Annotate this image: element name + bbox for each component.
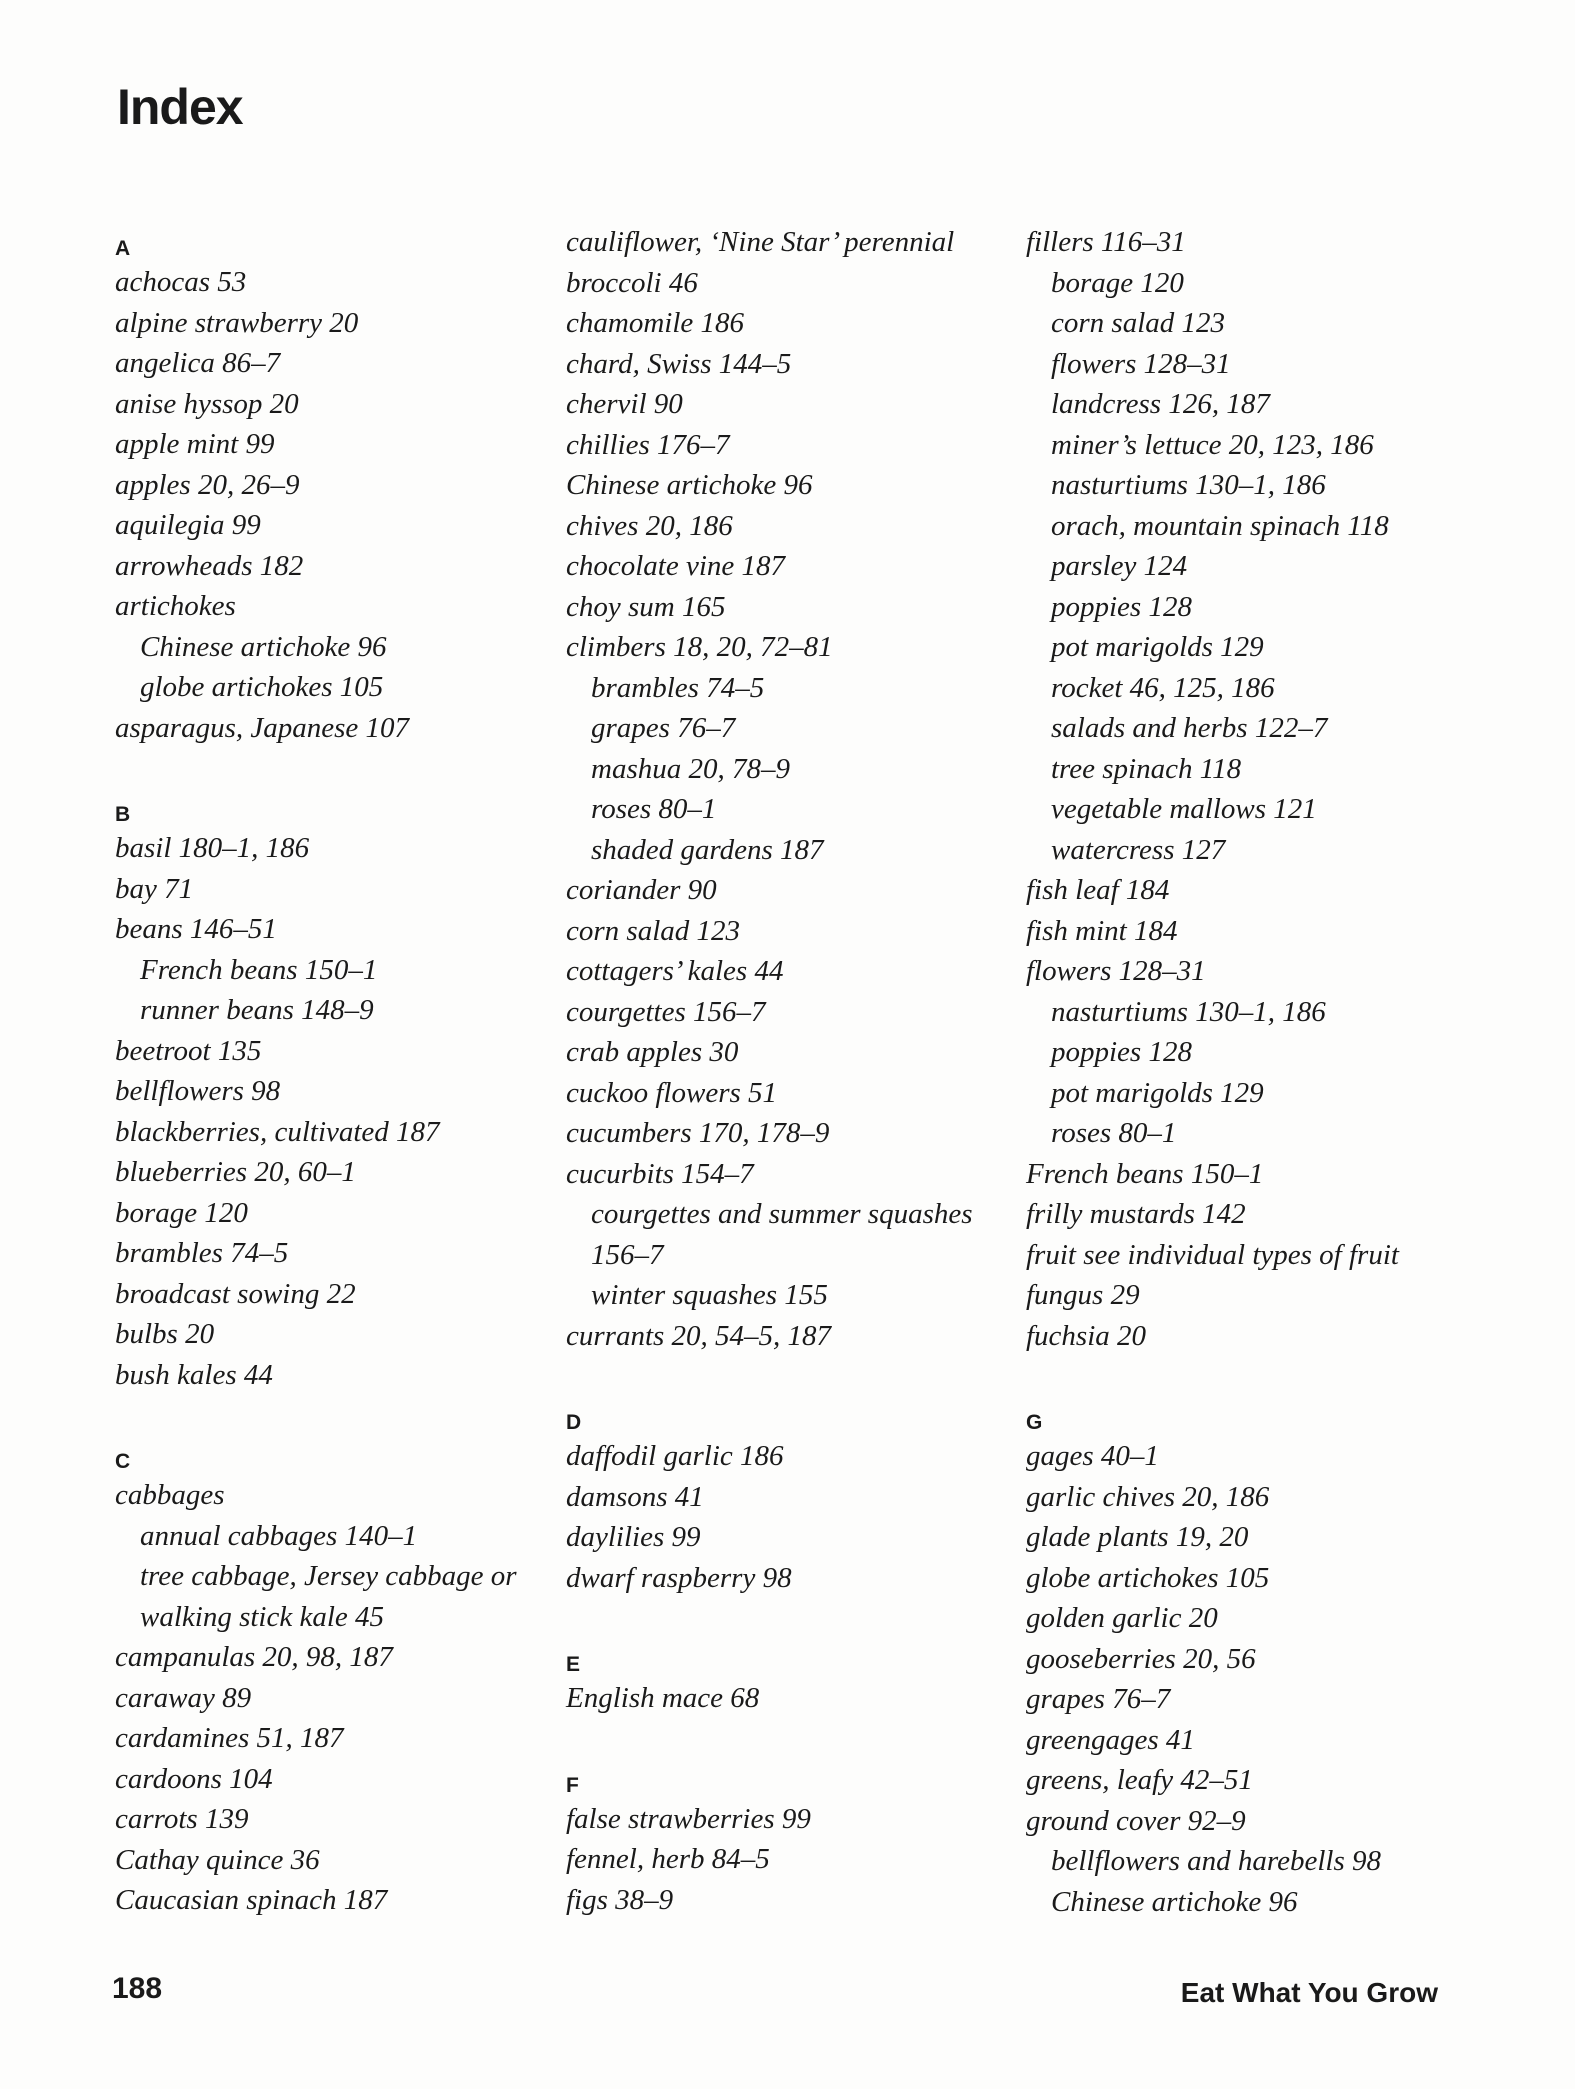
index-subentry: borage 120 bbox=[1051, 266, 1184, 299]
index-subentry: courgettes and summer squashes bbox=[591, 1198, 973, 1230]
index-entry: campanulas 20, 98, 187 bbox=[115, 1641, 393, 1673]
index-entry: cuckoo flowers 51 bbox=[566, 1076, 778, 1109]
index-entry: borage 120 bbox=[115, 1196, 248, 1229]
index-entry: basil 180–1, 186 bbox=[115, 832, 310, 864]
index-entry: Cathay quince 36 bbox=[115, 1843, 320, 1876]
index-subentry: vegetable mallows 121 bbox=[1051, 793, 1317, 825]
index-entry: bay 71 bbox=[115, 872, 194, 905]
section-letter: F bbox=[566, 1773, 579, 1797]
section-letter: E bbox=[566, 1653, 581, 1676]
index-entry: fish mint 184 bbox=[1026, 914, 1178, 947]
index-entry: flowers 128–31 bbox=[1026, 955, 1206, 987]
index-column-1 bbox=[115, 222, 585, 1921]
index-entry: choy sum 165 bbox=[566, 590, 726, 623]
index-entry: anise hyssop 20 bbox=[115, 387, 299, 420]
index-entry: beans 146–51 bbox=[115, 913, 277, 945]
index-subentry: winter squashes 155 bbox=[591, 1279, 828, 1311]
index-subentry: mashua 20, 78–9 bbox=[591, 752, 790, 785]
index-column-3 bbox=[1026, 222, 1526, 1922]
index-entry: broadcast sowing 22 bbox=[115, 1277, 356, 1310]
index-entry: cucurbits 154–7 bbox=[566, 1157, 754, 1190]
index-entry: frilly mustards 142 bbox=[1026, 1198, 1246, 1230]
index-entry: figs 38–9 bbox=[566, 1883, 674, 1916]
index-subentry: poppies 128 bbox=[1051, 1036, 1192, 1068]
index-entry: blackberries, cultivated 187 bbox=[115, 1115, 440, 1148]
index-subentry: globe artichokes 105 bbox=[140, 671, 384, 703]
page-number: 188 bbox=[112, 1972, 163, 2005]
index-entry: courgettes 156–7 bbox=[566, 995, 766, 1028]
index-entry: arrowheads 182 bbox=[115, 549, 304, 582]
index-subentry: watercress 127 bbox=[1051, 833, 1226, 866]
index-entry: apple mint 99 bbox=[115, 428, 275, 460]
index-subentry: corn salad 123 bbox=[1051, 307, 1225, 339]
index-entry: bush kales 44 bbox=[115, 1358, 273, 1391]
index-entry: English mace 68 bbox=[566, 1682, 760, 1714]
section-letter: C bbox=[115, 1450, 131, 1473]
index-subentry: roses 80–1 bbox=[591, 793, 717, 825]
index-entry: greens, leafy 42–51 bbox=[1026, 1764, 1253, 1796]
section-letter: A bbox=[115, 237, 131, 260]
index-subentry: flowers 128–31 bbox=[1051, 347, 1231, 380]
index-entry: gooseberries 20, 56 bbox=[1026, 1642, 1256, 1675]
index-entry: bulbs 20 bbox=[115, 1318, 215, 1350]
index-subentry: grapes 76–7 bbox=[591, 712, 736, 744]
index-entry: chocolate vine 187 bbox=[566, 550, 786, 582]
index-entry: cardoons 104 bbox=[115, 1762, 273, 1795]
index-entry: fillers 116–31 bbox=[1026, 226, 1186, 258]
index-subentry: nasturtiums 130–1, 186 bbox=[1051, 469, 1326, 501]
index-subentry: pot marigolds 129 bbox=[1051, 1076, 1264, 1109]
index-entry: false strawberries 99 bbox=[566, 1802, 811, 1835]
index-entry: blueberries 20, 60–1 bbox=[115, 1156, 356, 1188]
index-entry: beetroot 135 bbox=[115, 1034, 262, 1067]
index-entry: achocas 53 bbox=[115, 266, 247, 298]
index-entry: daylilies 99 bbox=[566, 1521, 701, 1553]
index-entry: cauliflower, ‘Nine Star’ perennial bbox=[566, 226, 955, 258]
index-entry: corn salad 123 bbox=[566, 914, 740, 947]
index-entry: angelica 86–7 bbox=[115, 347, 281, 379]
index-entry: Chinese artichoke 96 bbox=[566, 469, 813, 501]
index-subentry: runner beans 148–9 bbox=[140, 994, 374, 1026]
index-subentry: brambles 74–5 bbox=[591, 671, 765, 704]
index-subentry: rocket 46, 125, 186 bbox=[1051, 671, 1275, 704]
index-subentry: landcress 126, 187 bbox=[1051, 388, 1270, 420]
index-entry: chives 20, 186 bbox=[566, 509, 733, 542]
index-entry: chamomile 186 bbox=[566, 307, 744, 339]
index-entry: fuchsia 20 bbox=[1026, 1319, 1147, 1352]
index-entry: bellflowers 98 bbox=[115, 1075, 281, 1107]
index-subentry: pot marigolds 129 bbox=[1051, 631, 1264, 663]
index-entry: aquilegia 99 bbox=[115, 509, 261, 541]
index-entry: dwarf raspberry 98 bbox=[566, 1561, 792, 1594]
running-footer-title: Eat What You Grow bbox=[1180, 1977, 1438, 2008]
index-subentry: tree spinach 118 bbox=[1051, 752, 1242, 785]
index-subentry: bellflowers and harebells 98 bbox=[1051, 1845, 1381, 1877]
index-entry: alpine strawberry 20 bbox=[115, 306, 359, 339]
page-title: Index bbox=[117, 79, 243, 135]
index-entry: ground cover 92–9 bbox=[1026, 1804, 1246, 1837]
index-entry: cucumbers 170, 178–9 bbox=[566, 1117, 830, 1149]
index-subentry: 156–7 bbox=[591, 1238, 664, 1271]
index-subentry: walking stick kale 45 bbox=[140, 1600, 385, 1633]
index-entry: chillies 176–7 bbox=[566, 428, 730, 461]
index-column-2 bbox=[566, 222, 1036, 1920]
index-entry: damsons 41 bbox=[566, 1480, 704, 1513]
index-entry: asparagus, Japanese 107 bbox=[115, 711, 410, 744]
index-subentry: salads and herbs 122–7 bbox=[1051, 712, 1328, 744]
index-entry: fruit see individual types of fruit bbox=[1026, 1238, 1399, 1271]
index-subentry: roses 80–1 bbox=[1051, 1117, 1177, 1149]
index-entry: broccoli 46 bbox=[566, 266, 698, 299]
index-entry: globe artichokes 105 bbox=[1026, 1561, 1270, 1594]
index-entry: fish leaf 184 bbox=[1026, 874, 1170, 906]
index-entry: brambles 74–5 bbox=[115, 1237, 289, 1269]
index-subentry: shaded gardens 187 bbox=[591, 833, 824, 866]
index-entry: garlic chives 20, 186 bbox=[1026, 1480, 1270, 1513]
index-subentry: Chinese artichoke 96 bbox=[1051, 1885, 1298, 1918]
index-entry: cardamines 51, 187 bbox=[115, 1722, 344, 1754]
index-entry: chard, Swiss 144–5 bbox=[566, 347, 792, 380]
index-entry: apples 20, 26–9 bbox=[115, 468, 300, 501]
index-subentry: nasturtiums 130–1, 186 bbox=[1051, 995, 1326, 1028]
index-entry: artichokes bbox=[115, 590, 236, 622]
index-subentry: parsley 124 bbox=[1051, 550, 1188, 582]
index-entry: daffodil garlic 186 bbox=[566, 1440, 784, 1472]
index-entry: French beans 150–1 bbox=[1026, 1157, 1264, 1190]
index-entry: fennel, herb 84–5 bbox=[566, 1843, 770, 1875]
index-entry: cottagers’ kales 44 bbox=[566, 955, 784, 987]
section-letter: B bbox=[115, 803, 131, 826]
section-letter: G bbox=[1026, 1411, 1043, 1434]
index-entry: carrots 139 bbox=[115, 1803, 249, 1835]
index-subentry: miner’s lettuce 20, 123, 186 bbox=[1051, 428, 1374, 461]
index-entry: climbers 18, 20, 72–81 bbox=[566, 631, 833, 663]
index-entry: cabbages bbox=[115, 1479, 225, 1511]
index-entry: fungus 29 bbox=[1026, 1279, 1140, 1311]
index-entry: grapes 76–7 bbox=[1026, 1683, 1171, 1715]
index-entry: crab apples 30 bbox=[566, 1036, 739, 1068]
index-entry: golden garlic 20 bbox=[1026, 1602, 1218, 1634]
index-entry: gages 40–1 bbox=[1026, 1440, 1159, 1472]
index-subentry: poppies 128 bbox=[1051, 590, 1192, 623]
section-letter: D bbox=[566, 1411, 582, 1434]
index-entry: glade plants 19, 20 bbox=[1026, 1521, 1249, 1553]
index-entry: caraway 89 bbox=[115, 1681, 252, 1714]
index-entry: chervil 90 bbox=[566, 388, 683, 420]
index-subentry: French beans 150–1 bbox=[140, 953, 378, 986]
index-entry: coriander 90 bbox=[566, 874, 717, 906]
index-subentry: Chinese artichoke 96 bbox=[140, 630, 387, 663]
index-entry: Caucasian spinach 187 bbox=[115, 1884, 388, 1916]
index-entry: currants 20, 54–5, 187 bbox=[566, 1319, 832, 1352]
index-entry: greengages 41 bbox=[1026, 1723, 1195, 1756]
index-subentry: tree cabbage, Jersey cabbage or bbox=[140, 1560, 517, 1592]
index-subentry: annual cabbages 140–1 bbox=[140, 1519, 418, 1552]
index-subentry: orach, mountain spinach 118 bbox=[1051, 509, 1389, 542]
